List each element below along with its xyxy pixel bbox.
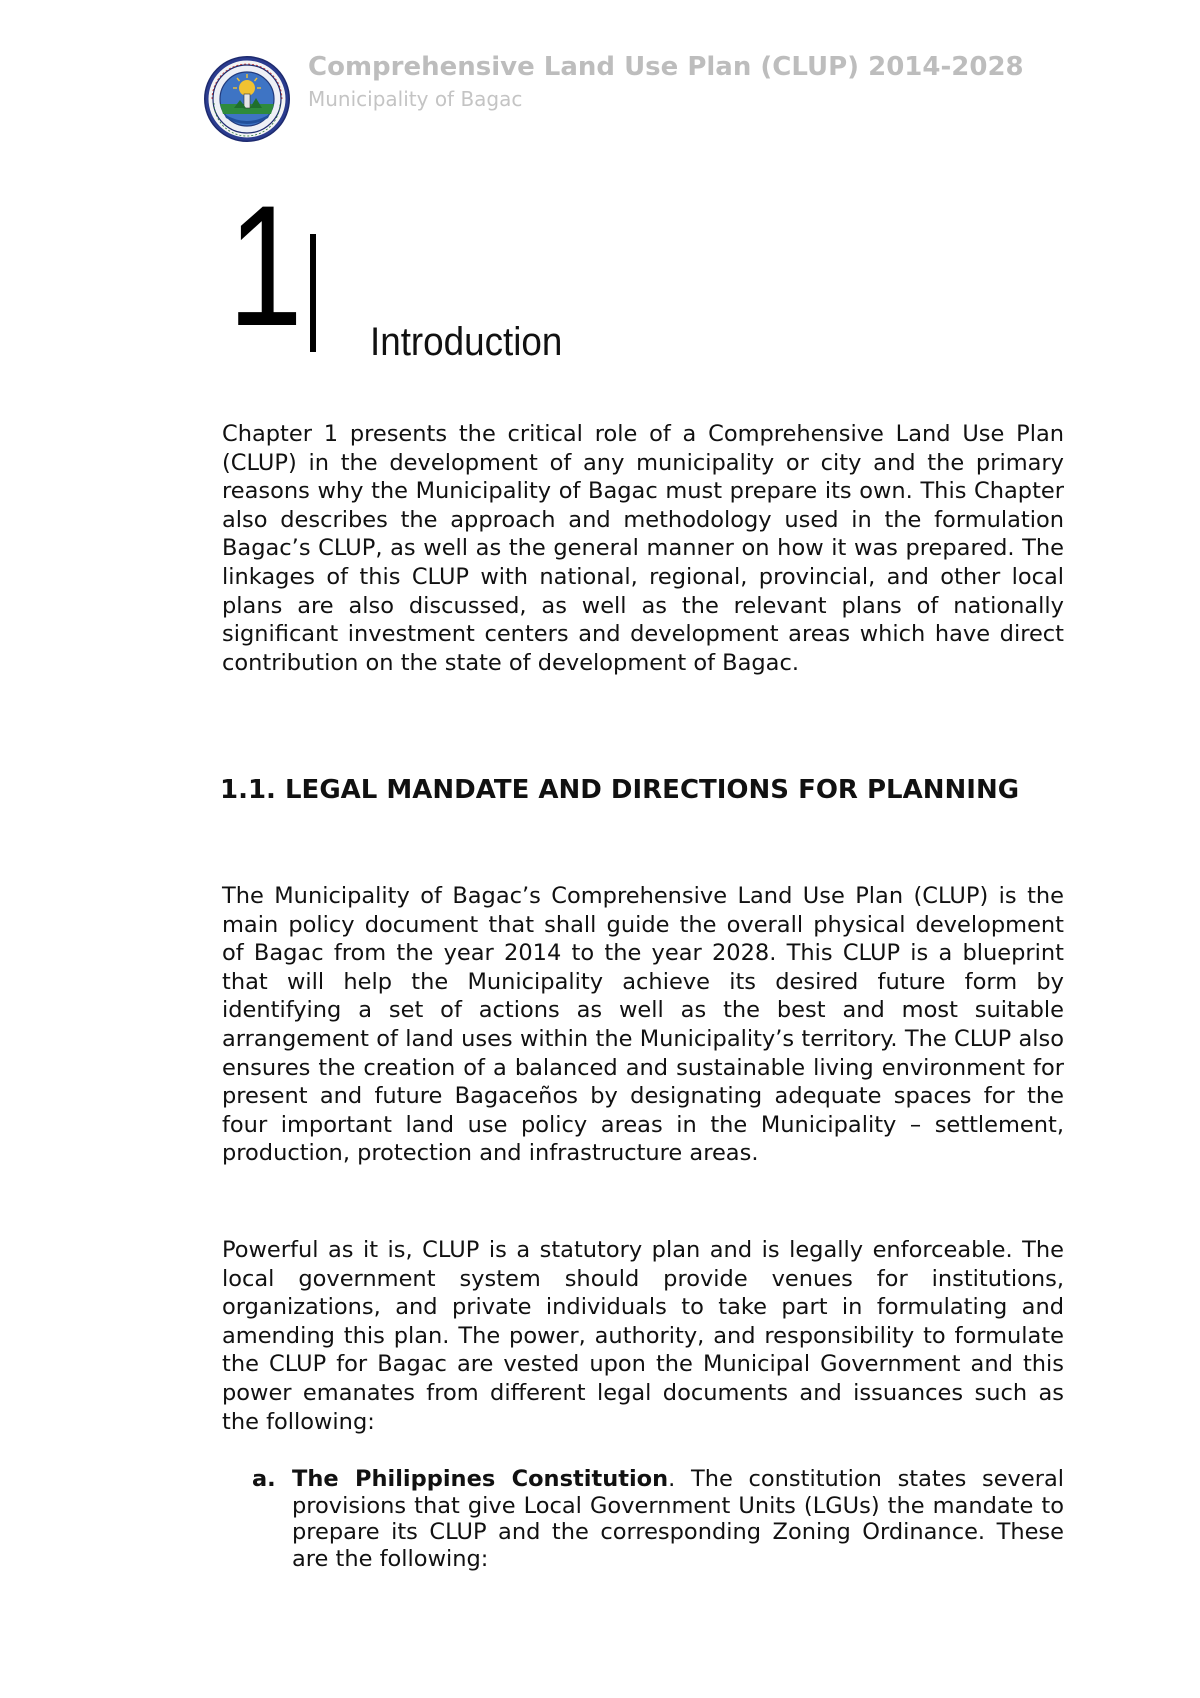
document-subtitle: Municipality of Bagac — [308, 87, 523, 111]
chapter-number: 1 — [228, 170, 298, 362]
list-item-text: . The constitution states several provisions that give Local Government Units (LGUs) the mandate to prepare its CLUP and the corresponding Zoning Ordinance. These are the following: — [292, 1466, 1065, 1572]
chapter-heading — [228, 170, 928, 370]
list-marker: a. — [252, 1466, 276, 1492]
chapter-title: Introduction — [370, 320, 563, 364]
list-item-title: The Philippines Constitution — [292, 1466, 669, 1492]
authority-paragraph: Powerful as it is, CLUP is a statutory plan and is legally enforceable. The local government system should provide venues for institutions, organizations, and private individuals to take part in formulating and amending this plan. The power, authority, and responsibility to formulate the CLUP for Bagac are vested upon the Municipal Government and this power emanates from different legal documents and issuances such as the following: — [222, 1237, 1064, 1435]
intro-paragraph: Chapter 1 presents the critical role of a Comprehensive Land Use Plan (CLUP) in the development of any municipality or city and the primary reasons why the Municipality of Bagac must prepare its own. This Chapter also describes the approach and methodology used in the formulation Bagac’s CLUP, as well as the general manner on how it was prepared. The linkages of this CLUP with national, regional, provincial, and other local plans are also discussed, as well as the relevant plans of nationally significant investment centers and development areas which have direct contribution on the state of development of Bagac. — [222, 421, 1064, 676]
chapter-divider — [310, 234, 316, 352]
document-title: Comprehensive Land Use Plan (CLUP) 2014-2028 — [308, 52, 1024, 82]
section-heading: 1.1. LEGAL MANDATE AND DIRECTIONS FOR PLANNING — [220, 775, 1020, 805]
header-text — [308, 52, 1088, 112]
mandate-paragraph: The Municipality of Bagac’s Comprehensive Land Use Plan (CLUP) is the main policy document that shall guide the overall physical development of Bagac from the year 2014 to the year 2028. This CLUP is a blueprint that will help the Municipality achieve its desired future form by identifying a set of actions as well as the best and most suitable arrangement of land uses within the Municipality’s territory. The CLUP also ensures the creation of a balanced and sustainable living environment for present and future Bagaceños by designating adequate spaces for the four important land use policy areas in the Municipality – settlement, production, protection and infrastructure areas. — [222, 883, 1064, 1167]
municipal-seal-icon — [204, 56, 290, 142]
list-item-body — [292, 1466, 1064, 1572]
